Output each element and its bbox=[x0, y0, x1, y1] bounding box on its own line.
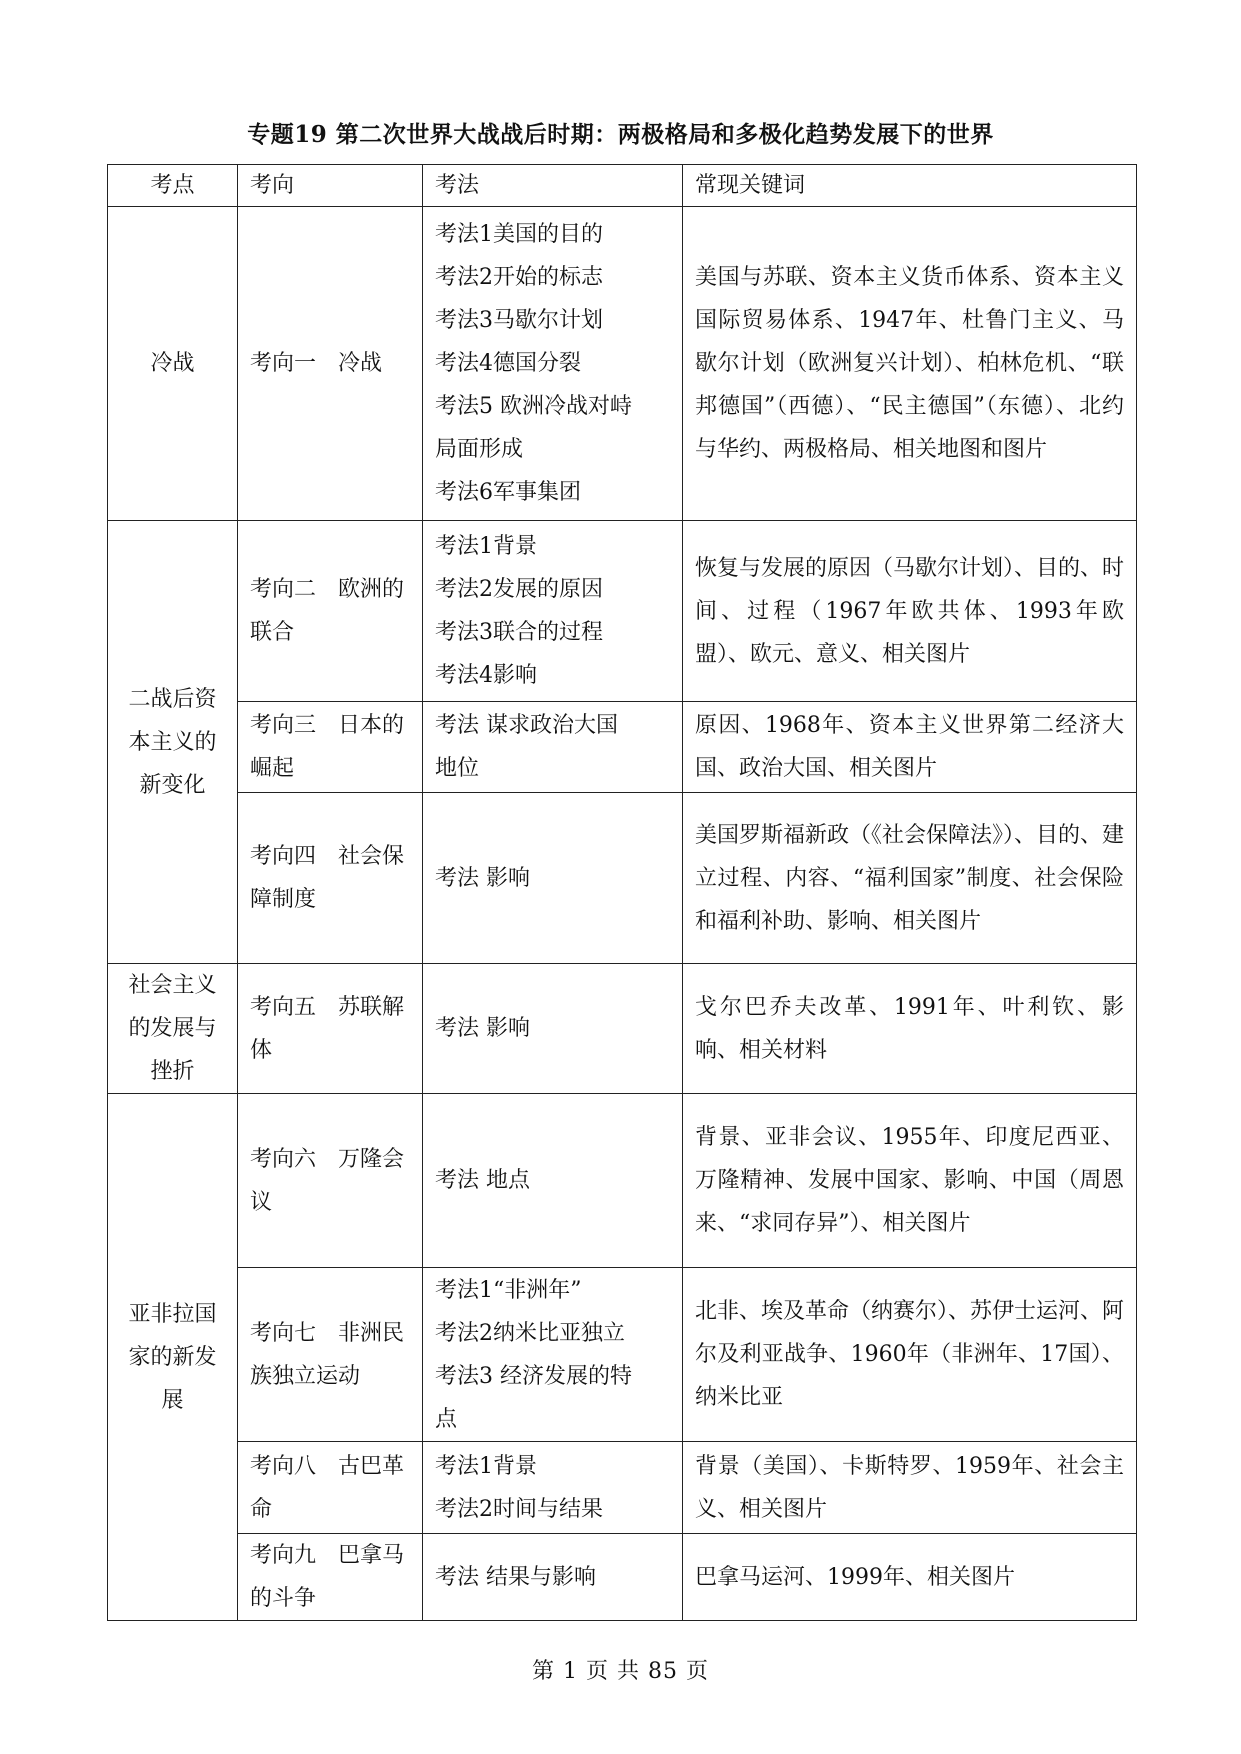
keywords-cell: 背景（美国）、卡斯特罗、1959年、社会主义、相关图片 bbox=[683, 1442, 1137, 1534]
kaoxiang-cell: 考向七 非洲民族独立运动 bbox=[238, 1268, 423, 1442]
kaofa-cell bbox=[423, 521, 683, 702]
kaodian-cell: 二战后资本主义的新变化 bbox=[108, 521, 238, 964]
kaofa-line: 考法5 欧洲冷战对峙 bbox=[435, 394, 632, 419]
kaoxiang-cell: 考向一 冷战 bbox=[238, 207, 423, 521]
header-kaofa: 考法 bbox=[423, 165, 683, 207]
kaofa-line: 考法2时间与结果 bbox=[435, 1496, 603, 1522]
keywords-cell: 美国与苏联、资本主义货币体系、资本主义国际贸易体系、1947年、杜鲁门主义、马歇尔计划（欧洲复兴计划）、柏林危机、“联邦德国”（西德）、“民主德国”（东德）、北约与华约、两极格局、相关地图和图片 bbox=[683, 207, 1137, 521]
table-row bbox=[108, 207, 1137, 521]
kaoxiang-cell: 考向六 万隆会议 bbox=[238, 1094, 423, 1268]
table-row bbox=[108, 702, 1137, 793]
kaoxiang-cell: 考向四 社会保障制度 bbox=[238, 793, 423, 964]
kaofa-line: 考法 地点 bbox=[435, 1168, 530, 1193]
header-kaoxiang: 考向 bbox=[238, 165, 423, 207]
keywords-cell: 恢复与发展的原因（马歇尔计划）、目的、时间、过程（1967年欧共体、1993年欧盟）、欧元、意义、相关图片 bbox=[683, 521, 1137, 702]
kaofa-line: 考法6军事集团 bbox=[435, 480, 581, 505]
table-row bbox=[108, 1442, 1137, 1534]
table-row bbox=[108, 1534, 1137, 1621]
exam-topics-table bbox=[107, 164, 1137, 1621]
kaofa-line: 局面形成 bbox=[435, 437, 524, 462]
keywords-cell: 戈尔巴乔夫改革、1991年、叶利钦、影响、相关材料 bbox=[683, 964, 1137, 1094]
kaoxiang-cell: 考向三 日本的崛起 bbox=[238, 702, 423, 793]
table-row bbox=[108, 1268, 1137, 1442]
kaoxiang-cell: 考向二 欧洲的联合 bbox=[238, 521, 423, 702]
keywords-cell: 原因、1968年、资本主义世界第二经济大国、政治大国、相关图片 bbox=[683, 702, 1137, 793]
kaofa-line: 考法1背景 bbox=[435, 1453, 537, 1479]
kaofa-line: 考法3 经济发展的特 bbox=[435, 1363, 632, 1389]
kaofa-cell bbox=[423, 1534, 683, 1621]
kaodian-cell: 社会主义的发展与挫折 bbox=[108, 964, 238, 1094]
kaofa-line: 考法 影响 bbox=[435, 865, 530, 891]
table-row bbox=[108, 793, 1137, 964]
kaoxiang-cell: 考向八 古巴革命 bbox=[238, 1442, 423, 1534]
kaofa-line: 考法4影响 bbox=[435, 663, 537, 688]
kaofa-line: 考法 谋求政治大国 bbox=[435, 713, 618, 738]
kaofa-line: 考法2发展的原因 bbox=[435, 577, 603, 602]
kaofa-cell bbox=[423, 793, 683, 964]
kaofa-line: 考法4德国分裂 bbox=[435, 351, 581, 376]
kaofa-line: 考法3联合的过程 bbox=[435, 620, 603, 645]
kaofa-cell bbox=[423, 207, 683, 521]
table-row bbox=[108, 1094, 1137, 1268]
kaodian-cell: 冷战 bbox=[108, 207, 238, 521]
kaodian-cell: 亚非拉国家的新发展 bbox=[108, 1094, 238, 1621]
keywords-cell: 巴拿马运河、1999年、相关图片 bbox=[683, 1534, 1137, 1621]
kaofa-cell bbox=[423, 702, 683, 793]
kaofa-line: 考法2纳米比亚独立 bbox=[435, 1320, 625, 1346]
kaofa-line: 考法3马歇尔计划 bbox=[435, 308, 603, 333]
kaofa-line: 点 bbox=[435, 1406, 458, 1432]
header-kaodian: 考点 bbox=[108, 165, 238, 207]
kaofa-cell bbox=[423, 964, 683, 1094]
kaofa-line: 考法1美国的目的 bbox=[435, 222, 603, 247]
kaofa-line: 考法 结果与影响 bbox=[435, 1564, 596, 1590]
kaofa-line: 考法 影响 bbox=[435, 1016, 530, 1041]
kaofa-cell bbox=[423, 1442, 683, 1534]
table-row bbox=[108, 521, 1137, 702]
kaofa-line: 考法1“非洲年” bbox=[435, 1277, 582, 1303]
kaofa-line: 考法2开始的标志 bbox=[435, 265, 603, 290]
kaofa-line: 考法1背景 bbox=[435, 534, 537, 559]
page-title: 专题19 第二次世界大战战后时期：两极格局和多极化趋势发展下的世界 bbox=[247, 121, 994, 148]
table-row bbox=[108, 964, 1137, 1094]
kaofa-line: 地位 bbox=[435, 756, 480, 781]
keywords-cell: 北非、埃及革命（纳赛尔）、苏伊士运河、阿尔及利亚战争、1960年（非洲年、17国）、纳米比亚 bbox=[683, 1268, 1137, 1442]
table-header-row bbox=[108, 165, 1137, 207]
kaoxiang-cell: 考向五 苏联解体 bbox=[238, 964, 423, 1094]
kaofa-cell bbox=[423, 1094, 683, 1268]
page-number: 第 1 页 共 85 页 bbox=[532, 1659, 709, 1684]
header-keywords: 常现关键词 bbox=[683, 165, 1137, 207]
keywords-cell: 美国罗斯福新政（《社会保障法》）、目的、建立过程、内容、“福利国家”制度、社会保险和福利补助、影响、相关图片 bbox=[683, 793, 1137, 964]
keywords-cell: 背景、亚非会议、1955年、印度尼西亚、万隆精神、发展中国家、影响、中国（周恩来、“求同存异”）、相关图片 bbox=[683, 1094, 1137, 1268]
kaofa-cell bbox=[423, 1268, 683, 1442]
kaoxiang-cell: 考向九 巴拿马的斗争 bbox=[238, 1534, 423, 1621]
